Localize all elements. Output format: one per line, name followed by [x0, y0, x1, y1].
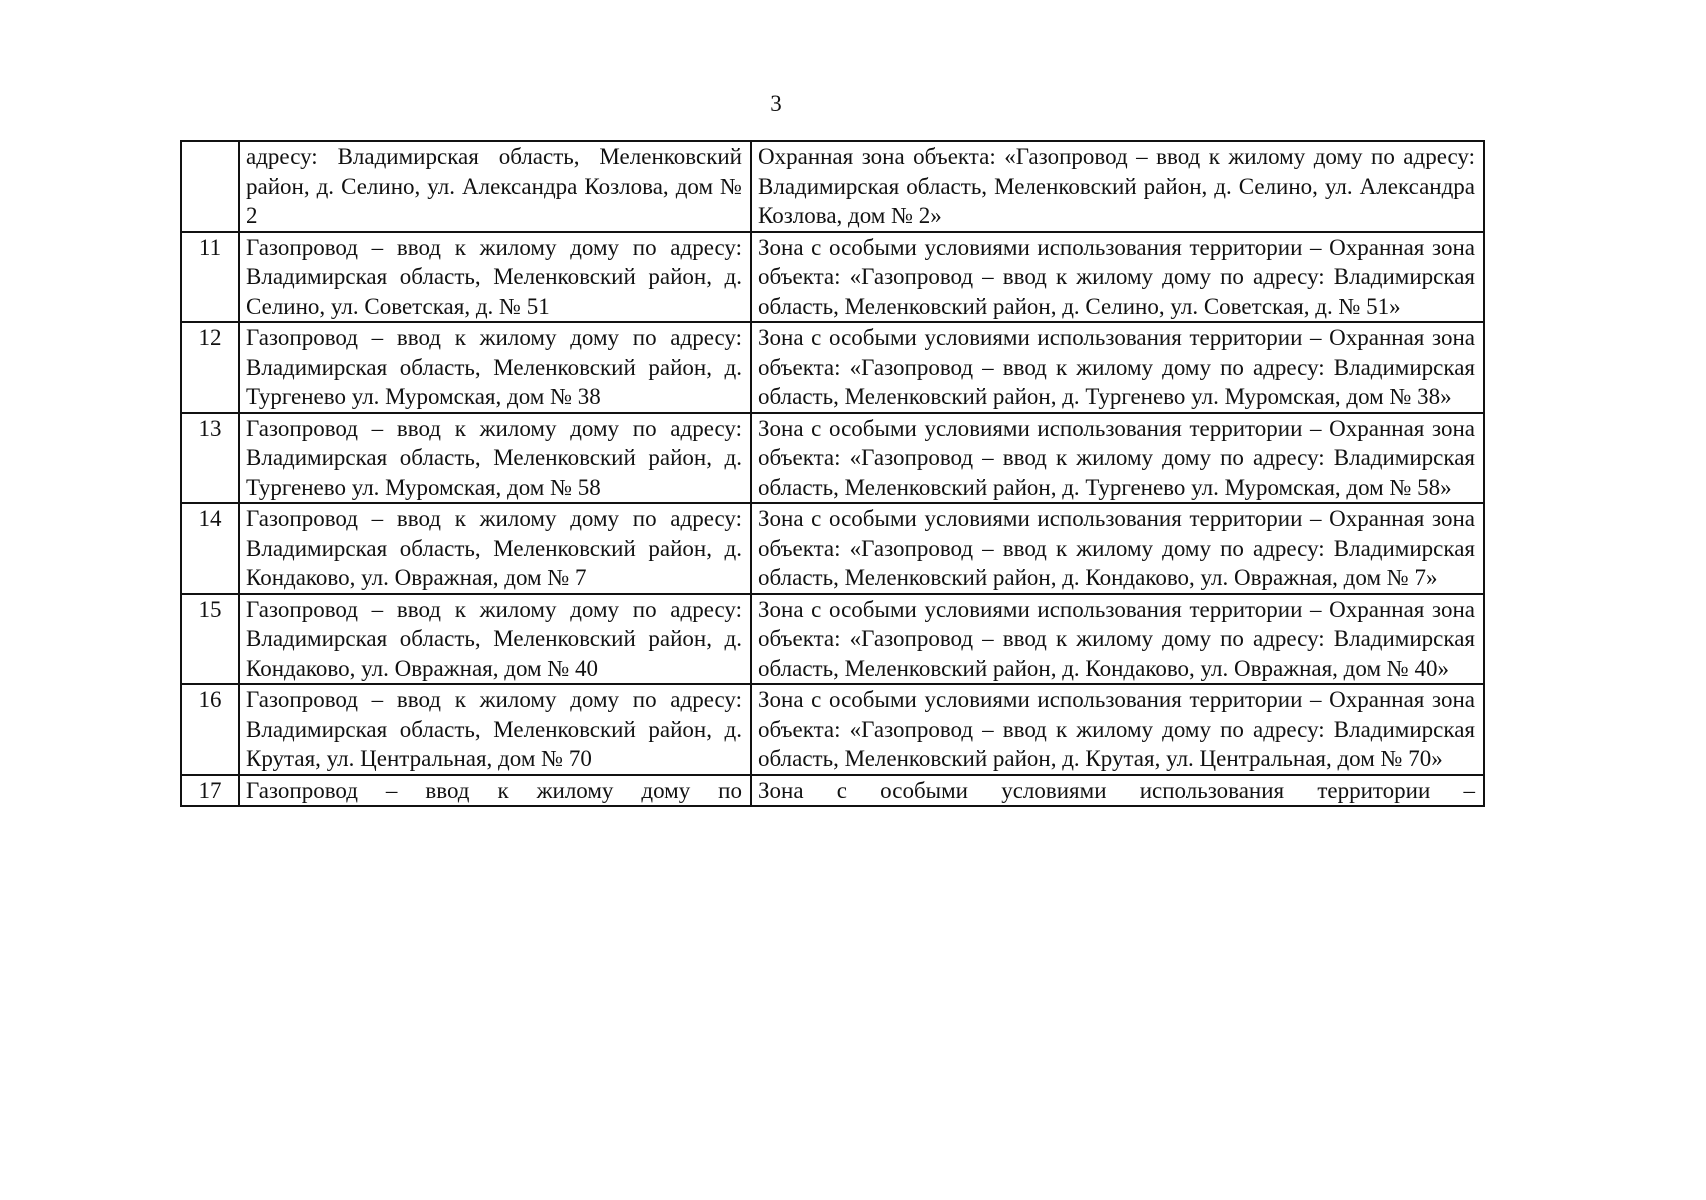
- object-name: Газопровод – ввод к жилому дому по: [239, 775, 751, 807]
- zone-description: Зона с особыми условиями использования территории – Охранная зона объекта: «Газопровод – ввод к жилому дому по адресу: Владимирская область, Меленковский район, д. Тургенево ул. Муромская, дом № 38»: [751, 322, 1484, 413]
- table-row: [181, 232, 1484, 323]
- zone-description: Зона с особыми условиями использования территории – Охранная зона объекта: «Газопровод – ввод к жилому дому по адресу: Владимирская область, Меленковский район, д. Селино, ул. Советская, д. № 51»: [751, 232, 1484, 323]
- page-number: 3: [770, 91, 782, 116]
- object-name: Газопровод – ввод к жилому дому по адресу: Владимирская область, Меленковский район, д. Крутая, ул. Центральная, дом № 70: [239, 684, 751, 775]
- row-number: 14: [181, 503, 239, 594]
- table-row: [181, 684, 1484, 775]
- object-name: Газопровод – ввод к жилому дому по адресу: Владимирская область, Меленковский район, д. Кондаково, ул. Овражная, дом № 7: [239, 503, 751, 594]
- zone-description: Зона с особыми условиями использования территории – Охранная зона объекта: «Газопровод – ввод к жилому дому по адресу: Владимирская область, Меленковский район, д. Кондаково, ул. Овражная, дом № 40»: [751, 594, 1484, 685]
- zone-description: Зона с особыми условиями использования территории –: [751, 775, 1484, 807]
- row-number: 16: [181, 684, 239, 775]
- zones-table: [180, 140, 1485, 807]
- table-row: [181, 322, 1484, 413]
- row-number: 17: [181, 775, 239, 807]
- object-name: Газопровод – ввод к жилому дому по адресу: Владимирская область, Меленковский район, д. Тургенево ул. Муромская, дом № 58: [239, 413, 751, 504]
- row-number: 11: [181, 232, 239, 323]
- table-row: [181, 413, 1484, 504]
- row-number: 15: [181, 594, 239, 685]
- row-number: [181, 141, 239, 232]
- table-row: [181, 775, 1484, 807]
- object-name: Газопровод – ввод к жилому дому по адресу: Владимирская область, Меленковский район, д. Кондаково, ул. Овражная, дом № 40: [239, 594, 751, 685]
- zone-description: Зона с особыми условиями использования территории – Охранная зона объекта: «Газопровод – ввод к жилому дому по адресу: Владимирская область, Меленковский район, д. Тургенево ул. Муромская, дом № 58»: [751, 413, 1484, 504]
- table-row: [181, 503, 1484, 594]
- zone-description: Зона с особыми условиями использования территории – Охранная зона объекта: «Газопровод – ввод к жилому дому по адресу: Владимирская область, Меленковский район, д. Крутая, ул. Центральная, дом № 70»: [751, 684, 1484, 775]
- table-row: [181, 141, 1484, 232]
- object-name: Газопровод – ввод к жилому дому по адресу: Владимирская область, Меленковский район, д. Тургенево ул. Муромская, дом № 38: [239, 322, 751, 413]
- object-name: адресу: Владимирская область, Меленковский район, д. Селино, ул. Александра Козлова, дом № 2: [239, 141, 751, 232]
- object-name: Газопровод – ввод к жилому дому по адресу: Владимирская область, Меленковский район, д. Селино, ул. Советская, д. № 51: [239, 232, 751, 323]
- row-number: 12: [181, 322, 239, 413]
- zone-description: Зона с особыми условиями использования территории – Охранная зона объекта: «Газопровод – ввод к жилому дому по адресу: Владимирская область, Меленковский район, д. Кондаково, ул. Овражная, дом № 7»: [751, 503, 1484, 594]
- row-number: 13: [181, 413, 239, 504]
- zone-description: Охранная зона объекта: «Газопровод – ввод к жилому дому по адресу: Владимирская область, Меленковский район, д. Селино, ул. Александра Козлова, дом № 2»: [751, 141, 1484, 232]
- table-row: [181, 594, 1484, 685]
